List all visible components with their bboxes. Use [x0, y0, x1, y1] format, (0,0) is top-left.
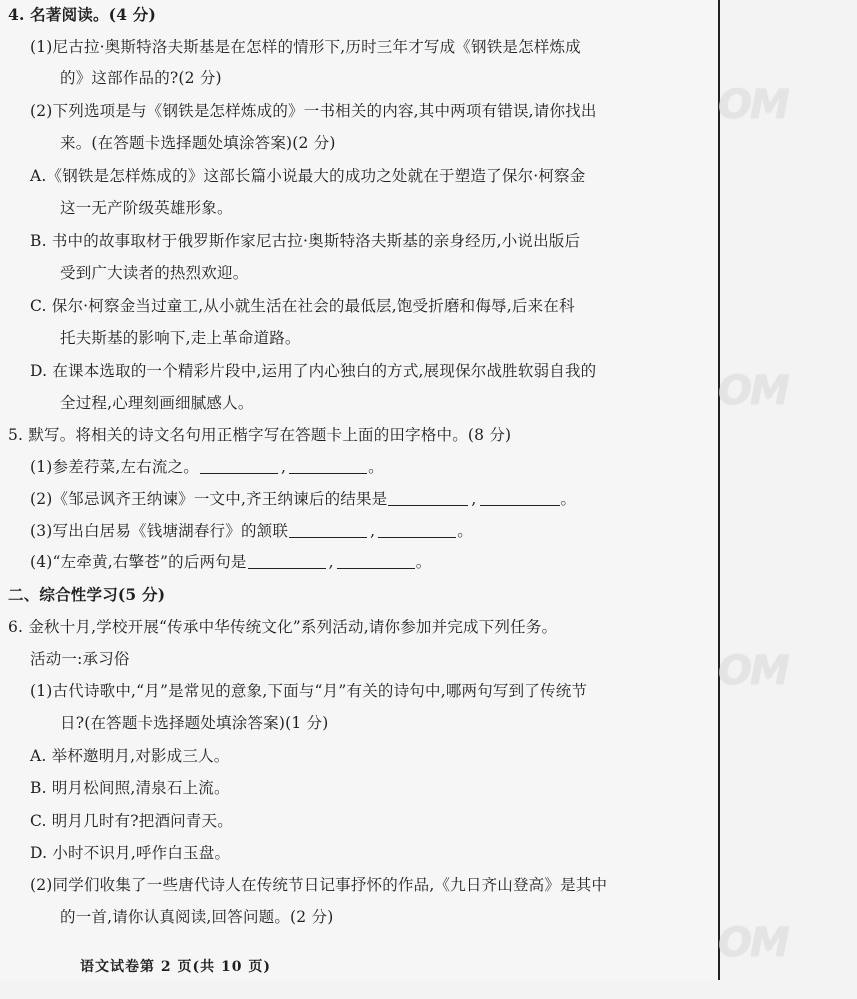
watermark-text: OM: [718, 368, 788, 414]
comma: ,: [328, 553, 334, 571]
q4-option-c-line1: C. 保尔·柯察金当过童工,从小就生活在社会的最低层,饱受折磨和侮辱,后来在科: [30, 297, 575, 315]
comma: ,: [370, 522, 376, 540]
answer-blank[interactable]: [200, 457, 278, 474]
q6-option-b: B. 明月松间照,清泉石上流。: [30, 779, 230, 797]
watermark-text: OM: [718, 920, 788, 966]
q4-title: 4. 名著阅读。(4 分): [8, 5, 157, 24]
section2-title: 二、综合性学习(5 分): [8, 585, 166, 604]
period: 。: [368, 458, 384, 476]
comma: ,: [471, 490, 477, 508]
period: 。: [560, 490, 577, 508]
q6-part2-line2: 的一首,请你认真阅读,回答问题。(2 分): [60, 908, 334, 926]
q6-option-c: C. 明月几时有?把酒问青天。: [30, 812, 233, 830]
q4-option-c-line2: 托夫斯基的影响下,走上革命道路。: [60, 329, 301, 347]
q6-part1-line1: (1)古代诗歌中,“月”是常见的意象,下面与“月”有关的诗句中,哪两句写到了传统节: [30, 682, 588, 700]
period: 。: [415, 553, 432, 571]
q6-title: 6. 金秋十月,学校开展“传承中华传统文化”系列活动,请你参加并完成下列任务。: [8, 618, 558, 636]
q4-part1-line2: 的》这部作品的?(2 分): [60, 69, 222, 87]
bottom-scan-artifact: [120, 986, 640, 999]
watermark-text: OM: [718, 82, 788, 128]
q4-part1-line1: (1)尼古拉·奥斯特洛夫斯基是在怎样的情形下,历时三年才写成《钢铁是怎样炼成: [30, 38, 581, 56]
q5-item3: [30, 520, 473, 542]
q4-option-d-line1: D. 在课本选取的一个精彩片段中,运用了内心独白的方式,展现保尔战胜软弱自我的: [30, 362, 597, 380]
page-footer: 语文试卷第 2 页(共 10 页): [80, 959, 271, 975]
answer-blank[interactable]: [248, 552, 326, 569]
comma: ,: [280, 458, 287, 476]
q4-option-a-line1: A.《钢铁是怎样炼成的》这部长篇小说最大的成功之处就在于塑造了保尔·柯察金: [30, 167, 586, 185]
q4-option-b-line2: 受到广大读者的热烈欢迎。: [60, 264, 249, 282]
answer-blank[interactable]: [289, 521, 367, 538]
period: 。: [457, 522, 473, 540]
q5-item4-text: (4)“左牵黄,右擎苍”的后两句是: [30, 553, 247, 571]
q5-item1-text: (1)参差荇菜,左右流之。: [30, 458, 199, 476]
answer-blank[interactable]: [378, 521, 456, 538]
q6-activity1: 活动一:承习俗: [30, 650, 130, 668]
q4-option-b-line1: B. 书中的故事取材于俄罗斯作家尼古拉·奥斯特洛夫斯基的亲身经历,小说出版后: [30, 232, 581, 250]
answer-blank[interactable]: [480, 489, 560, 506]
q6-part1-line2: 日?(在答题卡选择题处填涂答案)(1 分): [60, 714, 329, 732]
q5-item1: [30, 456, 384, 478]
q4-option-a-line2: 这一无产阶级英雄形象。: [60, 199, 233, 217]
answer-blank[interactable]: [289, 457, 367, 474]
q5-item4: [30, 551, 431, 573]
answer-blank[interactable]: [388, 489, 468, 506]
answer-blank[interactable]: [337, 552, 415, 569]
q6-option-a: A. 举杯邀明月,对影成三人。: [30, 747, 230, 765]
q4-part2-line2: 来。(在答题卡选择题处填涂答案)(2 分): [60, 134, 336, 152]
q5-title: 5. 默写。将相关的诗文名句用正楷字写在答题卡上面的田字格中。(8 分): [8, 426, 512, 444]
q6-part2-line1: (2)同学们收集了一些唐代诗人在传统节日记事抒怀的作品,《九日齐山登高》是其中: [30, 876, 608, 894]
q4-part2-line1: (2)下列选项是与《钢铁是怎样炼成的》一书相关的内容,其中两项有错误,请你找出: [30, 102, 597, 120]
q6-option-d: D. 小时不识月,呼作白玉盘。: [30, 844, 231, 862]
q5-item2: [30, 488, 576, 510]
watermark-text: OM: [718, 648, 788, 694]
q5-item3-text: (3)写出白居易《钱塘湖春行》的颔联: [30, 522, 289, 540]
q5-item2-text: (2)《邹忌讽齐王纳谏》一文中,齐王纳谏后的结果是: [30, 490, 388, 508]
q4-option-d-line2: 全过程,心理刻画细腻感人。: [60, 394, 254, 412]
